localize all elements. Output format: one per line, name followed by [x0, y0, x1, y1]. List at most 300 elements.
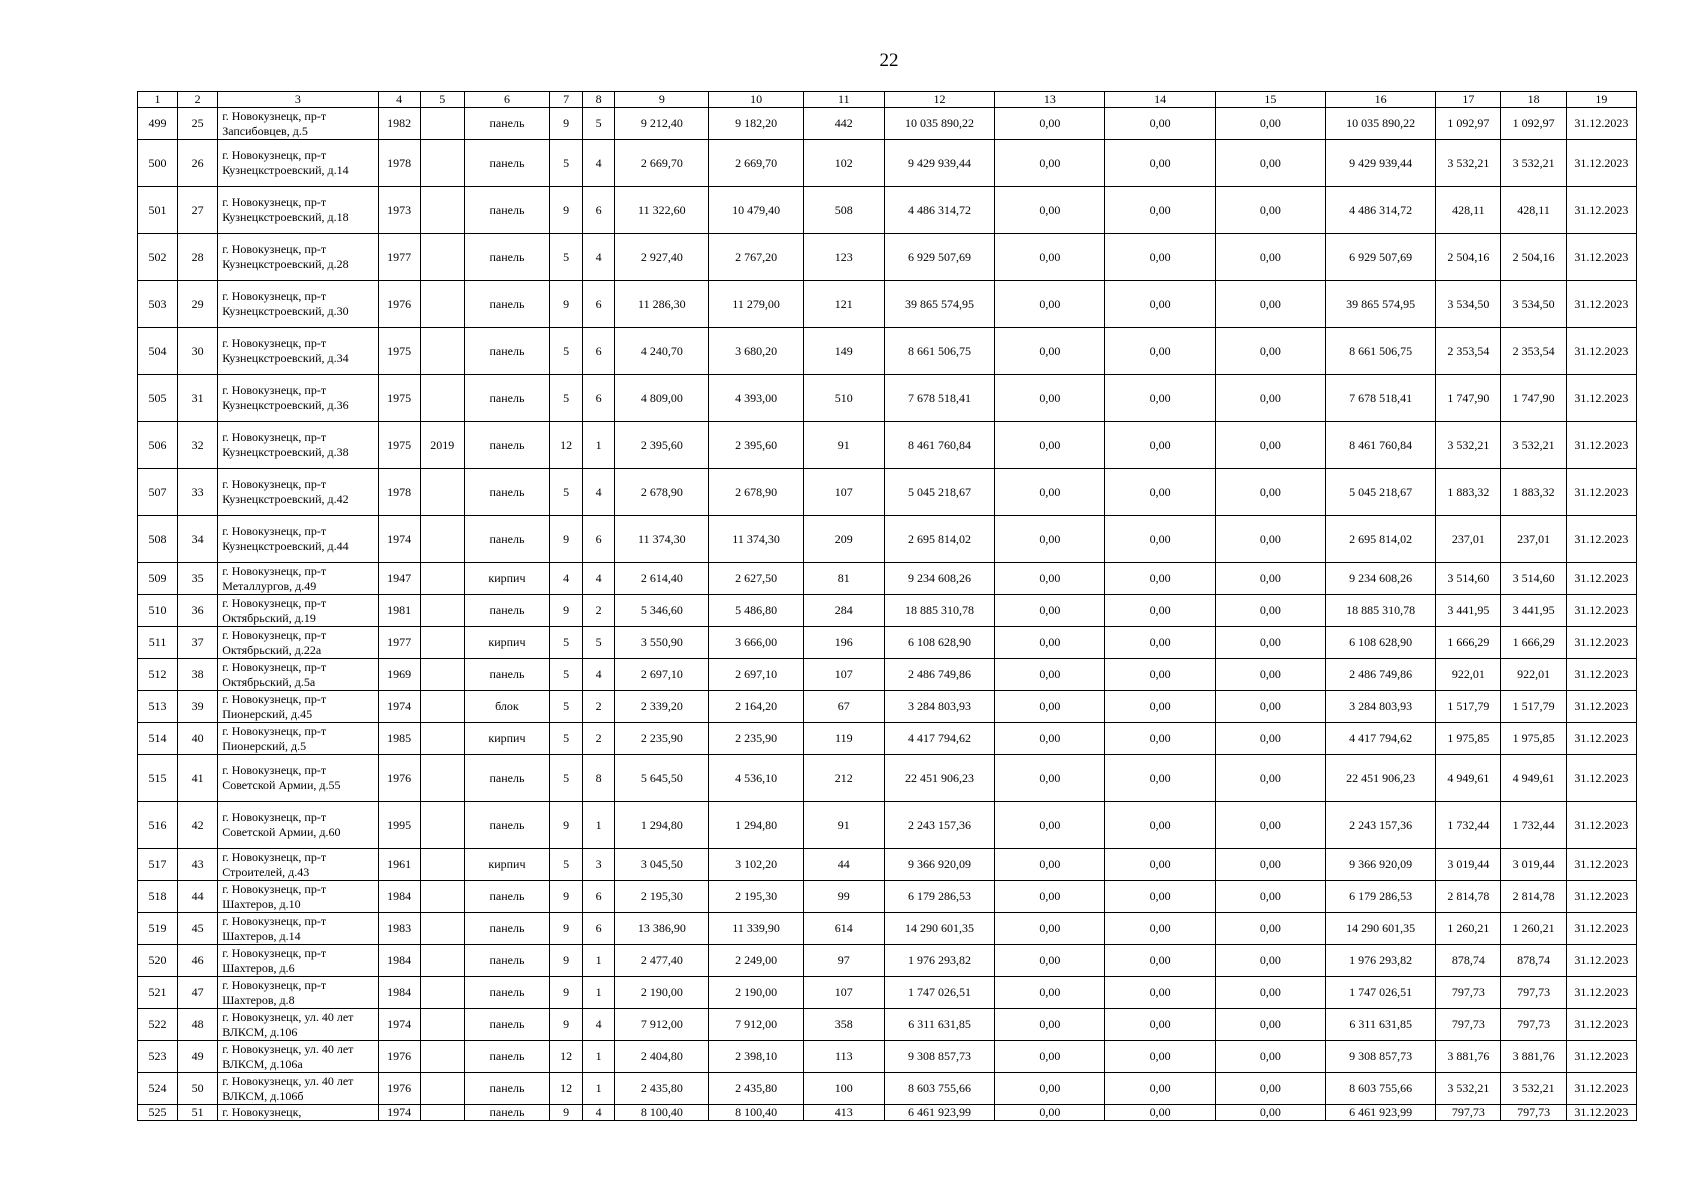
table-cell-col-3: г. Новокузнецк, пр-т Советской Армии, д.55: [218, 755, 378, 802]
table-cell-col-10: 3 680,20: [709, 328, 803, 375]
table-cell-col-16: 8 461 760,84: [1326, 422, 1436, 469]
table-cell-col-13: 0,00: [995, 1105, 1105, 1121]
table-cell-col-14: 0,00: [1105, 422, 1215, 469]
table-cell-col-19: 31.12.2023: [1566, 563, 1636, 595]
table-cell-col-8: 6: [583, 516, 615, 563]
table-cell-col-11: 81: [803, 563, 884, 595]
table-cell-col-15: 0,00: [1215, 595, 1325, 627]
table-cell-col-10: 2 249,00: [709, 945, 803, 977]
table-cell-col-14: 0,00: [1105, 328, 1215, 375]
table-cell-col-6: панель: [464, 1105, 549, 1121]
table-cell-col-18: 1 517,79: [1501, 691, 1566, 723]
table-cell-col-2: 42: [178, 802, 218, 849]
table-cell-col-12: 2 486 749,86: [884, 659, 994, 691]
table-row: [138, 595, 1637, 627]
table-cell-col-12: 9 366 920,09: [884, 849, 994, 881]
table-cell-col-3: г. Новокузнецк, пр-т Строителей, д.43: [218, 849, 378, 881]
table-cell-col-14: 0,00: [1105, 723, 1215, 755]
table-cell-col-1: 524: [138, 1073, 178, 1105]
table-cell-col-18: 1 260,21: [1501, 913, 1566, 945]
table-cell-col-8: 4: [583, 140, 615, 187]
table-cell-col-2: 33: [178, 469, 218, 516]
table-cell-col-16: 10 035 890,22: [1326, 108, 1436, 140]
table-cell-col-13: 0,00: [995, 945, 1105, 977]
table-cell-col-15: 0,00: [1215, 422, 1325, 469]
table-cell-col-19: 31.12.2023: [1566, 627, 1636, 659]
table-row: [138, 1073, 1637, 1105]
table-cell-col-14: 0,00: [1105, 281, 1215, 328]
table-cell-col-1: 514: [138, 723, 178, 755]
table-cell-col-8: 3: [583, 849, 615, 881]
table-cell-col-19: 31.12.2023: [1566, 328, 1636, 375]
table-cell-col-6: панель: [464, 1009, 549, 1041]
table-cell-col-1: 519: [138, 913, 178, 945]
table-cell-col-7: 9: [550, 945, 583, 977]
table-cell-col-14: 0,00: [1105, 755, 1215, 802]
table-cell-col-7: 9: [550, 1009, 583, 1041]
table-cell-col-9: 2 404,80: [615, 1041, 709, 1073]
table-cell-col-12: 10 035 890,22: [884, 108, 994, 140]
table-cell-col-13: 0,00: [995, 595, 1105, 627]
table-cell-col-19: 31.12.2023: [1566, 234, 1636, 281]
table-cell-col-8: 4: [583, 563, 615, 595]
table-cell-col-14: 0,00: [1105, 563, 1215, 595]
table-cell-col-19: 31.12.2023: [1566, 281, 1636, 328]
table-cell-col-3: г. Новокузнецк, ул. 40 лет ВЛКСМ, д.106: [218, 1009, 378, 1041]
column-number-14: 14: [1105, 92, 1215, 108]
table-cell-col-9: 2 477,40: [615, 945, 709, 977]
table-cell-col-4: 1978: [378, 469, 420, 516]
table-cell-col-15: 0,00: [1215, 1073, 1325, 1105]
table-row: [138, 563, 1637, 595]
table-cell-col-16: 4 417 794,62: [1326, 723, 1436, 755]
table-cell-col-14: 0,00: [1105, 881, 1215, 913]
table-cell-col-5: [420, 108, 464, 140]
table-cell-col-1: 504: [138, 328, 178, 375]
table-cell-col-4: 1984: [378, 945, 420, 977]
column-number-7: 7: [550, 92, 583, 108]
table-cell-col-15: 0,00: [1215, 234, 1325, 281]
column-number-12: 12: [884, 92, 994, 108]
table-cell-col-11: 209: [803, 516, 884, 563]
table-cell-col-1: 505: [138, 375, 178, 422]
table-cell-col-4: 1995: [378, 802, 420, 849]
table-cell-col-7: 5: [550, 723, 583, 755]
table-cell-col-18: 797,73: [1501, 1009, 1566, 1041]
table-cell-col-7: 5: [550, 140, 583, 187]
table-cell-col-15: 0,00: [1215, 1009, 1325, 1041]
table-cell-col-3: г. Новокузнецк, пр-т Кузнецкстроевский, д.30: [218, 281, 378, 328]
table-cell-col-1: 509: [138, 563, 178, 595]
table-cell-col-17: 237,01: [1436, 516, 1501, 563]
table-cell-col-17: 797,73: [1436, 1105, 1501, 1121]
table-cell-col-8: 6: [583, 187, 615, 234]
table-cell-col-9: 5 645,50: [615, 755, 709, 802]
table-cell-col-12: 3 284 803,93: [884, 691, 994, 723]
table-cell-col-5: [420, 1073, 464, 1105]
table-cell-col-8: 1: [583, 802, 615, 849]
table-cell-col-18: 3 532,21: [1501, 140, 1566, 187]
table-cell-col-9: 2 678,90: [615, 469, 709, 516]
table-cell-col-5: [420, 375, 464, 422]
table-row: [138, 516, 1637, 563]
table-cell-col-9: 3 045,50: [615, 849, 709, 881]
table-cell-col-6: панель: [464, 140, 549, 187]
table-cell-col-19: 31.12.2023: [1566, 849, 1636, 881]
table-cell-col-4: 1977: [378, 234, 420, 281]
table-cell-col-5: [420, 281, 464, 328]
table-cell-col-14: 0,00: [1105, 945, 1215, 977]
table-row: [138, 691, 1637, 723]
table-cell-col-2: 35: [178, 563, 218, 595]
table-cell-col-17: 878,74: [1436, 945, 1501, 977]
table-cell-col-12: 8 461 760,84: [884, 422, 994, 469]
table-cell-col-18: 1 747,90: [1501, 375, 1566, 422]
table-cell-col-4: 1983: [378, 913, 420, 945]
table-cell-col-2: 49: [178, 1041, 218, 1073]
table-cell-col-10: 2 190,00: [709, 977, 803, 1009]
table-cell-col-9: 13 386,90: [615, 913, 709, 945]
table-cell-col-9: 11 322,60: [615, 187, 709, 234]
table-cell-col-11: 212: [803, 755, 884, 802]
table-cell-col-5: [420, 723, 464, 755]
table-row: [138, 108, 1637, 140]
table-cell-col-6: панель: [464, 755, 549, 802]
table-cell-col-13: 0,00: [995, 755, 1105, 802]
table-cell-col-14: 0,00: [1105, 469, 1215, 516]
table-cell-col-18: 4 949,61: [1501, 755, 1566, 802]
table-cell-col-4: 1961: [378, 849, 420, 881]
table-row: [138, 802, 1637, 849]
table-cell-col-10: 7 912,00: [709, 1009, 803, 1041]
table-cell-col-13: 0,00: [995, 1009, 1105, 1041]
table-cell-col-13: 0,00: [995, 913, 1105, 945]
table-cell-col-1: 522: [138, 1009, 178, 1041]
table-cell-col-14: 0,00: [1105, 802, 1215, 849]
table-cell-col-15: 0,00: [1215, 328, 1325, 375]
table-cell-col-11: 508: [803, 187, 884, 234]
table-cell-col-15: 0,00: [1215, 108, 1325, 140]
table-cell-col-4: 1985: [378, 723, 420, 755]
table-row: [138, 469, 1637, 516]
table-cell-col-6: кирпич: [464, 627, 549, 659]
table-row: [138, 977, 1637, 1009]
table-cell-col-18: 3 534,50: [1501, 281, 1566, 328]
table-cell-col-9: 2 235,90: [615, 723, 709, 755]
table-cell-col-18: 922,01: [1501, 659, 1566, 691]
table-cell-col-12: 7 678 518,41: [884, 375, 994, 422]
table-cell-col-2: 40: [178, 723, 218, 755]
table-cell-col-11: 413: [803, 1105, 884, 1121]
table-cell-col-2: 39: [178, 691, 218, 723]
table-cell-col-17: 1 975,85: [1436, 723, 1501, 755]
table-cell-col-3: г. Новокузнецк, пр-т Шахтеров, д.10: [218, 881, 378, 913]
table-cell-col-19: 31.12.2023: [1566, 802, 1636, 849]
table-cell-col-2: 51: [178, 1105, 218, 1121]
table-cell-col-17: 1 260,21: [1436, 913, 1501, 945]
table-cell-col-3: г. Новокузнецк, пр-т Пионерский, д.45: [218, 691, 378, 723]
table-cell-col-2: 29: [178, 281, 218, 328]
table-cell-col-18: 2 504,16: [1501, 234, 1566, 281]
table-cell-col-5: [420, 977, 464, 1009]
table-cell-col-4: 1984: [378, 881, 420, 913]
table-cell-col-17: 3 019,44: [1436, 849, 1501, 881]
table-cell-col-15: 0,00: [1215, 375, 1325, 422]
table-cell-col-19: 31.12.2023: [1566, 977, 1636, 1009]
table-cell-col-6: кирпич: [464, 849, 549, 881]
table-row: [138, 1009, 1637, 1041]
table-cell-col-6: панель: [464, 328, 549, 375]
table-cell-col-7: 9: [550, 802, 583, 849]
table-cell-col-16: 1 976 293,82: [1326, 945, 1436, 977]
table-cell-col-4: 1981: [378, 595, 420, 627]
table-cell-col-16: 9 308 857,73: [1326, 1041, 1436, 1073]
table-cell-col-19: 31.12.2023: [1566, 913, 1636, 945]
table-cell-col-4: 1975: [378, 328, 420, 375]
table-cell-col-18: 797,73: [1501, 1105, 1566, 1121]
table-cell-col-4: 1975: [378, 375, 420, 422]
table-cell-col-17: 3 881,76: [1436, 1041, 1501, 1073]
table-cell-col-3: г. Новокузнецк, пр-т Кузнецкстроевский, д.14: [218, 140, 378, 187]
table-cell-col-17: 3 532,21: [1436, 422, 1501, 469]
table-cell-col-1: 511: [138, 627, 178, 659]
table-cell-col-3: г. Новокузнецк, пр-т Металлургов, д.49: [218, 563, 378, 595]
column-number-8: 8: [583, 92, 615, 108]
table-body: [138, 108, 1637, 1121]
table-cell-col-10: 11 339,90: [709, 913, 803, 945]
table-cell-col-13: 0,00: [995, 659, 1105, 691]
table-cell-col-17: 1 747,90: [1436, 375, 1501, 422]
table-cell-col-5: [420, 234, 464, 281]
table-cell-col-16: 39 865 574,95: [1326, 281, 1436, 328]
table-cell-col-14: 0,00: [1105, 1105, 1215, 1121]
table-cell-col-6: кирпич: [464, 723, 549, 755]
table-cell-col-2: 26: [178, 140, 218, 187]
table-cell-col-10: 1 294,80: [709, 802, 803, 849]
table-cell-col-1: 501: [138, 187, 178, 234]
table-cell-col-14: 0,00: [1105, 1009, 1215, 1041]
table-cell-col-3: г. Новокузнецк, пр-т Советской Армии, д.60: [218, 802, 378, 849]
table-cell-col-3: г. Новокузнецк, пр-т Кузнецкстроевский, д.36: [218, 375, 378, 422]
table-cell-col-19: 31.12.2023: [1566, 1073, 1636, 1105]
table-cell-col-11: 100: [803, 1073, 884, 1105]
table-cell-col-16: 6 108 628,90: [1326, 627, 1436, 659]
table-cell-col-3: г. Новокузнецк, ул. 40 лет ВЛКСМ, д.106а: [218, 1041, 378, 1073]
table-cell-col-5: [420, 881, 464, 913]
table-cell-col-11: 119: [803, 723, 884, 755]
table-cell-col-10: 2 767,20: [709, 234, 803, 281]
table-cell-col-18: 237,01: [1501, 516, 1566, 563]
table-cell-col-1: 516: [138, 802, 178, 849]
column-number-6: 6: [464, 92, 549, 108]
table-cell-col-19: 31.12.2023: [1566, 691, 1636, 723]
table-cell-col-17: 3 534,50: [1436, 281, 1501, 328]
table-cell-col-9: 2 190,00: [615, 977, 709, 1009]
page-number: 22: [879, 50, 899, 71]
table-cell-col-10: 11 374,30: [709, 516, 803, 563]
table-cell-col-6: кирпич: [464, 563, 549, 595]
table-cell-col-9: 2 927,40: [615, 234, 709, 281]
table-cell-col-10: 2 398,10: [709, 1041, 803, 1073]
table-cell-col-11: 196: [803, 627, 884, 659]
table-cell-col-18: 3 881,76: [1501, 1041, 1566, 1073]
table-cell-col-9: 1 294,80: [615, 802, 709, 849]
table-cell-col-6: панель: [464, 802, 549, 849]
table-cell-col-9: 3 550,90: [615, 627, 709, 659]
table-cell-col-18: 1 732,44: [1501, 802, 1566, 849]
table-cell-col-3: г. Новокузнецк, пр-т Запсибовцев, д.5: [218, 108, 378, 140]
table-cell-col-14: 0,00: [1105, 1041, 1215, 1073]
table-row: [138, 881, 1637, 913]
table-cell-col-7: 5: [550, 849, 583, 881]
table-cell-col-12: 2 695 814,02: [884, 516, 994, 563]
table-cell-col-6: панель: [464, 977, 549, 1009]
table-cell-col-1: 503: [138, 281, 178, 328]
table-cell-col-6: панель: [464, 281, 549, 328]
table-cell-col-9: 9 212,40: [615, 108, 709, 140]
table-cell-col-16: 2 243 157,36: [1326, 802, 1436, 849]
table-cell-col-16: 6 311 631,85: [1326, 1009, 1436, 1041]
table-cell-col-3: г. Новокузнецк, пр-т Кузнецкстроевский, д.18: [218, 187, 378, 234]
table-cell-col-9: 4 240,70: [615, 328, 709, 375]
table-cell-col-17: 1 517,79: [1436, 691, 1501, 723]
table-cell-col-13: 0,00: [995, 1041, 1105, 1073]
table-cell-col-1: 499: [138, 108, 178, 140]
table-cell-col-2: 50: [178, 1073, 218, 1105]
table-cell-col-7: 9: [550, 187, 583, 234]
table-cell-col-8: 2: [583, 691, 615, 723]
table-cell-col-14: 0,00: [1105, 140, 1215, 187]
table-cell-col-10: 4 393,00: [709, 375, 803, 422]
table-cell-col-10: 5 486,80: [709, 595, 803, 627]
table-cell-col-12: 1 747 026,51: [884, 977, 994, 1009]
table-cell-col-4: 1973: [378, 187, 420, 234]
table-cell-col-12: 1 976 293,82: [884, 945, 994, 977]
table-cell-col-10: 2 669,70: [709, 140, 803, 187]
table-cell-col-12: 22 451 906,23: [884, 755, 994, 802]
table-cell-col-9: 11 286,30: [615, 281, 709, 328]
table-cell-col-11: 510: [803, 375, 884, 422]
table-cell-col-12: 9 234 608,26: [884, 563, 994, 595]
table-cell-col-4: 1976: [378, 1041, 420, 1073]
table-cell-col-18: 2 353,54: [1501, 328, 1566, 375]
table-cell-col-2: 31: [178, 375, 218, 422]
table-cell-col-18: 1 092,97: [1501, 108, 1566, 140]
table-cell-col-9: 2 395,60: [615, 422, 709, 469]
table-cell-col-5: [420, 1009, 464, 1041]
table-cell-col-17: 1 092,97: [1436, 108, 1501, 140]
table-cell-col-13: 0,00: [995, 691, 1105, 723]
table-cell-col-16: 3 284 803,93: [1326, 691, 1436, 723]
table-cell-col-11: 91: [803, 802, 884, 849]
table-cell-col-3: г. Новокузнецк, пр-т Кузнецкстроевский, д.28: [218, 234, 378, 281]
table-cell-col-7: 12: [550, 422, 583, 469]
table-cell-col-6: панель: [464, 187, 549, 234]
table-cell-col-11: 358: [803, 1009, 884, 1041]
table-cell-col-6: панель: [464, 1041, 549, 1073]
table-cell-col-10: 9 182,20: [709, 108, 803, 140]
table-cell-col-11: 149: [803, 328, 884, 375]
table-cell-col-12: 14 290 601,35: [884, 913, 994, 945]
table-cell-col-2: 46: [178, 945, 218, 977]
table-cell-col-17: 797,73: [1436, 1009, 1501, 1041]
table-cell-col-17: 1 883,32: [1436, 469, 1501, 516]
table-cell-col-3: г. Новокузнецк, пр-т Пионерский, д.5: [218, 723, 378, 755]
table-cell-col-10: 2 627,50: [709, 563, 803, 595]
table-cell-col-8: 6: [583, 881, 615, 913]
table-cell-col-5: [420, 945, 464, 977]
table-row: [138, 140, 1637, 187]
table-cell-col-3: г. Новокузнецк, пр-т Шахтеров, д.6: [218, 945, 378, 977]
table-cell-col-2: 38: [178, 659, 218, 691]
table-cell-col-7: 5: [550, 627, 583, 659]
table-cell-col-3: г. Новокузнецк, пр-т Октябрьский, д.22а: [218, 627, 378, 659]
table-cell-col-7: 12: [550, 1041, 583, 1073]
table-cell-col-13: 0,00: [995, 469, 1105, 516]
table-cell-col-2: 41: [178, 755, 218, 802]
table-cell-col-19: 31.12.2023: [1566, 375, 1636, 422]
table-cell-col-6: панель: [464, 108, 549, 140]
table-cell-col-6: панель: [464, 422, 549, 469]
table-cell-col-17: 922,01: [1436, 659, 1501, 691]
table-cell-col-7: 5: [550, 469, 583, 516]
column-number-19: 19: [1566, 92, 1636, 108]
table-cell-col-11: 107: [803, 469, 884, 516]
table-cell-col-18: 878,74: [1501, 945, 1566, 977]
table-cell-col-3: г. Новокузнецк, пр-т Кузнецкстроевский, д.42: [218, 469, 378, 516]
table-cell-col-6: панель: [464, 945, 549, 977]
table-cell-col-8: 4: [583, 1105, 615, 1121]
table-cell-col-4: 1976: [378, 1073, 420, 1105]
table-cell-col-4: 1984: [378, 977, 420, 1009]
table-cell-col-12: 6 108 628,90: [884, 627, 994, 659]
table-cell-col-10: 3 666,00: [709, 627, 803, 659]
table-cell-col-6: панель: [464, 234, 549, 281]
table-cell-col-8: 1: [583, 1073, 615, 1105]
table-cell-col-13: 0,00: [995, 1073, 1105, 1105]
table-cell-col-11: 614: [803, 913, 884, 945]
table-cell-col-7: 9: [550, 516, 583, 563]
table-cell-col-19: 31.12.2023: [1566, 108, 1636, 140]
table-cell-col-1: 500: [138, 140, 178, 187]
table-cell-col-15: 0,00: [1215, 1041, 1325, 1073]
table-cell-col-4: 1978: [378, 140, 420, 187]
table-row: [138, 281, 1637, 328]
table-row: [138, 945, 1637, 977]
table-cell-col-18: 428,11: [1501, 187, 1566, 234]
column-number-16: 16: [1326, 92, 1436, 108]
column-number-row: [138, 92, 1637, 108]
table-cell-col-15: 0,00: [1215, 849, 1325, 881]
table-cell-col-11: 113: [803, 1041, 884, 1073]
table-cell-col-17: 2 814,78: [1436, 881, 1501, 913]
table-cell-col-8: 1: [583, 1041, 615, 1073]
table-cell-col-9: 2 669,70: [615, 140, 709, 187]
column-number-11: 11: [803, 92, 884, 108]
table-row: [138, 375, 1637, 422]
table-cell-col-16: 4 486 314,72: [1326, 187, 1436, 234]
table-cell-col-9: 4 809,00: [615, 375, 709, 422]
table-cell-col-3: г. Новокузнецк, ул. 40 лет ВЛКСМ, д.106б: [218, 1073, 378, 1105]
table-cell-col-6: панель: [464, 469, 549, 516]
table-cell-col-5: [420, 595, 464, 627]
table-cell-col-15: 0,00: [1215, 187, 1325, 234]
table-cell-col-14: 0,00: [1105, 187, 1215, 234]
table-cell-col-16: 7 678 518,41: [1326, 375, 1436, 422]
table-cell-col-9: 2 697,10: [615, 659, 709, 691]
table-cell-col-2: 34: [178, 516, 218, 563]
table-cell-col-17: 2 504,16: [1436, 234, 1501, 281]
